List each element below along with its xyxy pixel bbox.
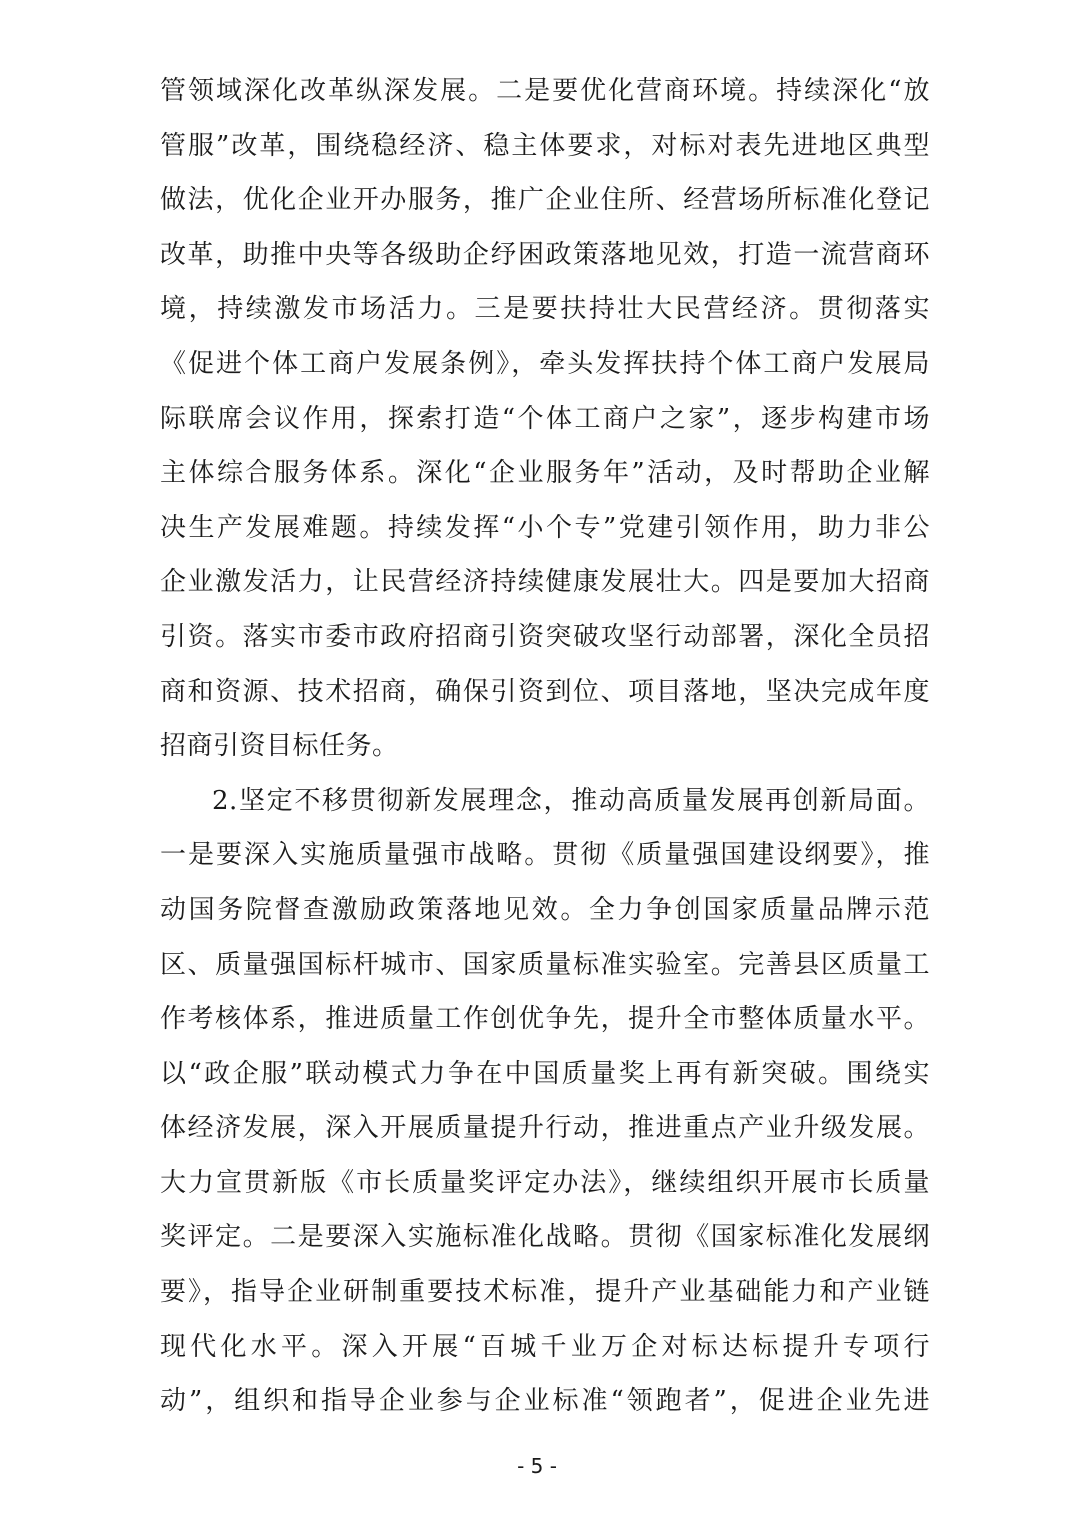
text-line: 《促进个体工商户发展条例》，牵头发挥扶持个体工商户发展局 — [160, 348, 930, 379]
text-line: 区、质量强国标杆城市、国家质量标准实验室。完善县区质量工 — [160, 949, 930, 980]
text-line: 以“政企服”联动模式力争在中国质量奖上再有新突破。围绕实 — [160, 1058, 930, 1089]
text-line: 一是要深入实施质量强市战略。贯彻《质量强国建设纲要》，推 — [160, 840, 930, 871]
section-heading-line: 2.坚定不移贯彻新发展理念，推动高质量发展再创新局面。 — [212, 785, 930, 816]
text-line: 做法，优化企业开办服务，推广企业住所、经营场所标准化登记 — [160, 185, 930, 216]
text-line: 作考核体系，推进质量工作创优争先，提升全市整体质量水平。 — [160, 1004, 930, 1035]
text-line: 奖评定。二是要深入实施标准化战略。贯彻《国家标准化发展纲 — [160, 1222, 930, 1253]
text-line: 企业激发活力，让民营经济持续健康发展壮大。四是要加大招商 — [160, 567, 930, 598]
text-line: 动国务院督查激励政策落地见效。全力争创国家质量品牌示范 — [160, 894, 930, 925]
body-text — [160, 64, 930, 1429]
text-line: 现代化水平。深入开展“百城千业万企对标达标提升专项行 — [160, 1331, 930, 1362]
text-line: 际联席会议作用，探索打造“个体工商户之家”，逐步构建市场 — [160, 403, 930, 434]
text-line: 引资。落实市委市政府招商引资突破攻坚行动部署，深化全员招 — [160, 621, 930, 652]
text-line: 体经济发展，深入开展质量提升行动，推进重点产业升级发展。 — [160, 1113, 930, 1144]
text-line: 主体综合服务体系。深化“企业服务年”活动，及时帮助企业解 — [160, 458, 930, 489]
text-line: 商和资源、技术招商，确保引资到位、项目落地，坚决完成年度 — [160, 676, 930, 707]
text-line: 大力宣贯新版《市长质量奖评定办法》，继续组织开展市长质量 — [160, 1167, 930, 1198]
page-number: - 5 - — [517, 1454, 557, 1478]
text-line: 改革，助推中央等各级助企纾困政策落地见效，打造一流营商环 — [160, 239, 930, 270]
text-line: 招商引资目标任务。 — [160, 731, 399, 762]
text-line: 决生产发展难题。持续发挥“小个专”党建引领作用，助力非公 — [160, 512, 930, 543]
text-line: 动”，组织和指导企业参与企业标准“领跑者”，促进企业先进 — [160, 1386, 930, 1417]
text-line: 要》，指导企业研制重要技术标准，提升产业基础能力和产业链 — [160, 1277, 930, 1308]
text-line: 管领域深化改革纵深发展。二是要优化营商环境。持续深化“放 — [160, 76, 930, 106]
text-line: 境，持续激发市场活力。三是要扶持壮大民营经济。贯彻落实 — [160, 294, 930, 325]
text-line: 管服”改革，围绕稳经济、稳主体要求，对标对表先进地区典型 — [160, 130, 930, 161]
